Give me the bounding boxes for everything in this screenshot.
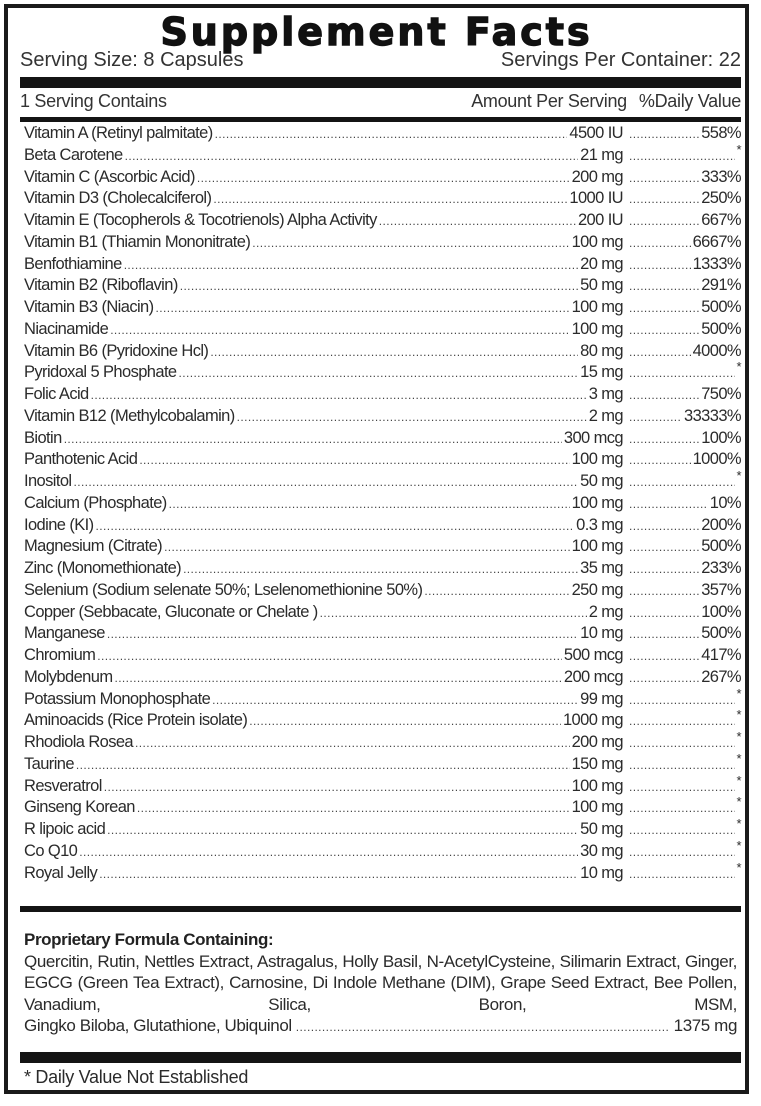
dot-leader: [215, 124, 568, 146]
nutrient-daily-value: *: [736, 141, 741, 157]
dot-leader: [629, 407, 682, 429]
nutrient-daily-value: *: [736, 729, 741, 744]
nutrient-name: Vitamin E (Tocopherols & Tocotrienols) Alpha Activity: [24, 211, 377, 229]
nutrient-name: Royal Jelly: [24, 863, 98, 882]
nutrient-daily-value: *: [736, 707, 741, 723]
nutrient-amount: 3 mg: [588, 385, 623, 403]
nutrient-name: Taurine: [24, 754, 74, 773]
nutrient-daily-value: *: [736, 859, 741, 875]
nutrient-name: Selenium (Sodium selenate 50%; Lselenomethionine 50%): [24, 580, 423, 599]
dot-leader: [379, 211, 576, 233]
nutrient-amount: 150 mg: [571, 754, 623, 773]
dot-leader: [320, 603, 587, 625]
proprietary-ingredients: Quercitin, Rutin, Nettles Extract, Astragalus, Holly Basil, N-AcetylCysteine, Silimarin Extract, Ginger, EGCG (Green Tea Extract), Carnosine, Di Indole Methane (DIM), Grape Seed Extract, Bee Pollen, Vanadium, Silica, Boron, MSM,: [24, 951, 737, 1014]
dot-leader: [249, 711, 561, 733]
nutrient-amount: 99 mg: [580, 689, 623, 708]
daily-value-cell: [623, 493, 741, 516]
dot-leader: [629, 494, 708, 516]
nutrient-name: Vitamin B2 (Riboflavin): [24, 276, 178, 295]
nutrient-amount: 200 mg: [571, 167, 623, 186]
nutrient-daily-value: 6667%: [692, 232, 741, 251]
nutrient-row: [24, 816, 741, 841]
dot-leader: [197, 168, 570, 190]
nutrient-daily-value: 100%: [701, 428, 741, 447]
nutrient-daily-value: 558%: [701, 124, 741, 142]
nutrient-name: Beta Carotene: [24, 145, 123, 164]
nutrient-name: Iodine (KI): [24, 515, 94, 534]
nutrient-amount: 1000 mg: [562, 711, 623, 730]
daily-value-cell: [623, 558, 741, 581]
nutrient-row: [24, 359, 741, 384]
dot-leader: [139, 450, 569, 472]
daily-value-cell: [623, 123, 741, 146]
nutrient-row: [24, 729, 741, 754]
dot-leader: [629, 668, 699, 690]
nutrient-amount: 100 mg: [571, 319, 623, 338]
nutrient-row: [24, 750, 741, 776]
daily-value-cell: [623, 536, 741, 559]
dot-leader: [629, 624, 699, 646]
dot-leader: [629, 864, 735, 886]
daily-value-cell: [623, 729, 741, 755]
daily-value-cell: [623, 515, 741, 538]
dot-leader: [629, 168, 699, 190]
nutrient-amount: 21 mg: [580, 145, 623, 164]
dot-leader: [629, 755, 735, 777]
daily-value-cell: [623, 816, 741, 842]
nutrient-row: [24, 123, 741, 145]
dot-leader: [629, 581, 699, 603]
nutrient-row: [24, 468, 741, 493]
nutrient-amount: 50 mg: [580, 276, 623, 295]
nutrient-name: Panthotenic Acid: [24, 450, 138, 469]
dot-leader: [237, 407, 587, 429]
nutrient-amount: 10 mg: [580, 624, 623, 643]
nutrient-daily-value: 500%: [701, 319, 741, 338]
nutrient-amount: 100 mg: [571, 776, 623, 795]
nutrient-amount: 100 mg: [571, 493, 623, 512]
daily-value-cell: [623, 750, 741, 777]
daily-value-cell: [623, 428, 741, 451]
proprietary-last-line: [24, 1015, 737, 1039]
nutrient-name: Niacinamide: [24, 319, 109, 338]
dot-leader: [212, 690, 578, 712]
daily-value-cell: [623, 341, 741, 364]
daily-value-cell: [623, 359, 741, 385]
dot-leader: [156, 298, 570, 320]
nutrient-row: [24, 384, 741, 406]
nutrient-daily-value: *: [736, 750, 741, 766]
dot-leader: [629, 711, 735, 733]
nutrient-amount: 200 mcg: [563, 667, 623, 686]
nutrient-name: Aminoacids (Rice Protein isolate): [24, 711, 248, 730]
nutrient-row: [24, 297, 741, 319]
nutrient-name: Vitamin B6 (Pyridoxine Hcl): [24, 341, 209, 360]
header-amount: Amount Per Serving: [471, 91, 627, 111]
nutrient-row: [24, 210, 741, 232]
nutrient-amount: 50 mg: [580, 820, 623, 838]
nutrient-row: [24, 558, 741, 580]
nutrient-daily-value: *: [736, 816, 741, 831]
dot-leader: [110, 320, 569, 342]
dot-leader: [124, 255, 578, 277]
nutrient-daily-value: *: [736, 685, 741, 701]
dot-leader: [107, 820, 578, 842]
nutrient-name: Rhodiola Rosea: [24, 733, 134, 751]
nutrient-daily-value: *: [736, 772, 741, 788]
proprietary-last-ingredients: Gingko Biloba, Glutathione, Ubiquinol: [24, 1016, 292, 1035]
nutrient-row: [24, 341, 741, 363]
nutrient-name: Benfothiamine: [24, 254, 122, 273]
daily-value-cell: [623, 384, 741, 407]
nutrient-daily-value: 233%: [701, 559, 741, 577]
nutrient-row: [24, 428, 741, 450]
proprietary-amount: 1375 mg: [673, 1016, 737, 1035]
nutrient-name: Biotin: [24, 428, 62, 447]
dot-leader: [91, 385, 587, 407]
nutrient-daily-value: 500%: [701, 537, 741, 556]
nutrient-amount: 20 mg: [580, 254, 623, 273]
nutrient-amount: 10 mg: [580, 863, 623, 882]
nutrient-daily-value: 1333%: [692, 254, 741, 273]
nutrient-amount: 100 mg: [571, 298, 623, 316]
daily-value-cell: [623, 645, 741, 668]
nutrient-row: [24, 707, 741, 732]
nutrient-daily-value: 667%: [701, 211, 741, 229]
serving-info: [20, 47, 741, 73]
dot-leader: [213, 189, 567, 211]
daily-value-cell: [623, 188, 741, 211]
nutrient-row: [24, 449, 741, 471]
nutrient-amount: 200 IU: [577, 211, 623, 229]
nutrient-row: [24, 167, 741, 189]
nutrient-name: Molybdenum: [24, 667, 113, 686]
nutrient-daily-value: *: [736, 794, 741, 810]
nutrient-amount: 35 mg: [580, 559, 623, 577]
daily-value-cell: [623, 859, 741, 886]
nutrient-row: [24, 275, 741, 297]
nutrient-name: Resveratrol: [24, 776, 102, 795]
nutrient-amount: 1000 IU: [569, 189, 623, 208]
nutrient-list: [24, 123, 741, 884]
nutrient-name: Manganese: [24, 624, 105, 643]
nutrient-name: Vitamin B1 (Thiamin Mononitrate): [24, 232, 251, 251]
nutrient-name: Copper (Sebbacate, Gluconate or Chelate ): [24, 602, 318, 621]
nutrient-daily-value: 1000%: [692, 450, 741, 469]
dot-leader: [64, 429, 562, 451]
daily-value-cell: [623, 167, 741, 190]
nutrient-name: Vitamin B3 (Niacin): [24, 298, 154, 316]
nutrient-daily-value: *: [736, 359, 741, 375]
nutrient-row: [24, 188, 741, 210]
dot-leader: [629, 472, 735, 494]
dot-leader: [183, 559, 578, 581]
footnote: * Daily Value Not Established: [24, 1067, 249, 1087]
nutrient-amount: 200 mg: [571, 733, 623, 751]
dot-leader: [96, 516, 575, 538]
dot-leader: [164, 537, 570, 559]
nutrient-name: Zinc (Monomethionate): [24, 559, 182, 577]
dot-leader: [629, 276, 699, 298]
nutrient-daily-value: *: [736, 837, 741, 853]
dot-leader: [296, 1017, 670, 1039]
daily-value-cell: [623, 319, 741, 342]
dot-leader: [629, 255, 691, 277]
nutrient-amount: 50 mg: [580, 472, 623, 490]
nutrient-daily-value: 200%: [701, 515, 741, 534]
nutrient-row: [24, 667, 741, 689]
nutrient-name: Ginseng Korean: [24, 798, 135, 817]
nutrient-amount: 250 mg: [571, 580, 623, 599]
nutrient-row: [24, 794, 741, 819]
nutrient-name: Folic Acid: [24, 385, 89, 403]
daily-value-cell: [623, 210, 741, 233]
serving-size: Serving Size: 8 Capsules: [20, 49, 244, 71]
nutrient-name: Chromium: [24, 646, 96, 664]
dot-leader: [629, 211, 699, 233]
nutrient-row: [24, 859, 741, 885]
nutrient-name: Calcium (Phosphate): [24, 493, 167, 512]
nutrient-row: [24, 254, 741, 276]
dot-leader: [424, 581, 569, 603]
nutrient-daily-value: 100%: [701, 602, 741, 621]
nutrient-daily-value: 33333%: [684, 406, 741, 425]
dot-leader: [629, 385, 699, 407]
dot-leader: [104, 777, 570, 799]
nutrient-amount: 300 mcg: [563, 428, 623, 447]
nutrient-amount: 100 mg: [571, 450, 623, 469]
nutrient-amount: 100 mg: [571, 537, 623, 556]
nutrient-name: R lipoic acid: [24, 820, 106, 838]
nutrient-name: Vitamin B12 (Methylcobalamin): [24, 406, 235, 425]
dot-leader: [79, 842, 578, 864]
dot-leader: [180, 276, 578, 298]
header-serving-contains: 1 Serving Contains: [20, 91, 167, 111]
dot-leader: [252, 233, 569, 255]
dot-leader: [76, 755, 570, 777]
dot-leader: [629, 559, 699, 581]
nutrient-amount: 80 mg: [580, 341, 623, 360]
nutrient-row: [24, 837, 741, 863]
dot-leader: [629, 429, 699, 451]
dot-leader: [629, 363, 735, 385]
daily-value-cell: [623, 837, 741, 864]
nutrient-daily-value: 500%: [701, 298, 741, 316]
nutrient-row: [24, 536, 741, 558]
proprietary-title: Proprietary Formula Containing:: [24, 930, 274, 949]
nutrient-daily-value: 417%: [701, 646, 741, 664]
nutrient-daily-value: 291%: [701, 276, 741, 295]
daily-value-cell: [623, 275, 741, 298]
nutrient-amount: 0.3 mg: [576, 515, 623, 534]
nutrient-row: [24, 645, 741, 667]
dot-leader: [107, 624, 578, 646]
daily-value-cell: [623, 297, 741, 320]
servings-per-container: Servings Per Container: 22: [500, 49, 741, 71]
nutrient-name: Vitamin C (Ascorbic Acid): [24, 167, 195, 186]
dot-leader: [629, 342, 691, 364]
dot-leader: [629, 646, 699, 668]
daily-value-cell: [623, 707, 741, 733]
nutrient-daily-value: 750%: [701, 385, 741, 403]
divider-proprietary: [20, 906, 741, 912]
nutrient-daily-value: 357%: [701, 580, 741, 599]
dot-leader: [137, 798, 570, 820]
nutrient-name: Inositol: [24, 472, 72, 490]
nutrient-row: [24, 319, 741, 341]
daily-value-cell: [623, 667, 741, 690]
nutrient-name: Co Q10: [24, 841, 78, 860]
dot-leader: [629, 320, 699, 342]
dot-leader: [629, 820, 735, 842]
daily-value-cell: [623, 232, 741, 255]
dot-leader: [629, 842, 735, 864]
nutrient-row: [24, 685, 741, 711]
nutrient-amount: 100 mg: [571, 798, 623, 817]
nutrient-row: [24, 515, 741, 537]
proprietary-formula: [24, 929, 737, 1039]
nutrient-amount: 15 mg: [580, 363, 623, 382]
nutrient-row: [24, 602, 741, 624]
dot-leader: [169, 494, 570, 516]
nutrient-name: Pyridoxal 5 Phosphate: [24, 363, 177, 382]
nutrient-daily-value: 500%: [701, 624, 741, 643]
nutrient-name: Potassium Monophosphate: [24, 689, 211, 708]
daily-value-cell: [623, 580, 741, 603]
nutrient-amount: 500 mcg: [563, 646, 623, 664]
dot-leader: [629, 124, 699, 146]
nutrient-row: [24, 772, 741, 798]
dot-leader: [629, 516, 699, 538]
nutrient-amount: 100 mg: [571, 232, 623, 251]
dot-leader: [210, 342, 578, 364]
daily-value-cell: [623, 449, 741, 472]
daily-value-cell: [623, 685, 741, 712]
header-daily-value: %Daily Value: [638, 91, 741, 111]
daily-value-cell: [623, 794, 741, 820]
nutrient-daily-value: 267%: [701, 667, 741, 686]
nutrient-amount: 30 mg: [580, 841, 623, 860]
dot-leader: [629, 233, 691, 255]
divider-header: [20, 117, 741, 122]
daily-value-cell: [623, 254, 741, 277]
nutrient-name: Magnesium (Citrate): [24, 537, 163, 556]
dot-leader: [114, 668, 561, 690]
nutrient-row: [24, 232, 741, 254]
dot-leader: [179, 363, 579, 385]
nutrient-row: [24, 493, 741, 515]
nutrient-name: Vitamin A (Retinyl palmitate): [24, 124, 213, 142]
dot-leader: [629, 690, 735, 712]
nutrient-daily-value: 4000%: [692, 341, 741, 360]
dot-leader: [629, 537, 699, 559]
dot-leader: [99, 864, 578, 886]
panel-title: Supplement Facts: [160, 10, 593, 54]
dot-leader: [629, 298, 699, 320]
dot-leader: [629, 733, 735, 755]
nutrient-daily-value: *: [736, 468, 741, 483]
nutrient-daily-value: 10%: [709, 493, 741, 512]
nutrient-row: [24, 141, 741, 167]
daily-value-cell: [623, 602, 741, 625]
dot-leader: [125, 146, 579, 168]
daily-value-cell: [623, 141, 741, 168]
daily-value-cell: [623, 772, 741, 799]
nutrient-daily-value: 250%: [701, 189, 741, 208]
dot-leader: [629, 146, 735, 168]
nutrient-row: [24, 580, 741, 602]
dot-leader: [135, 733, 570, 755]
nutrient-row: [24, 406, 741, 428]
nutrient-row: [24, 623, 741, 645]
nutrient-name: Vitamin D3 (Cholecalciferol): [24, 189, 212, 208]
divider-thick-bottom: [20, 1052, 741, 1063]
dot-leader: [629, 777, 735, 799]
dot-leader: [97, 646, 562, 668]
dot-leader: [629, 450, 691, 472]
nutrient-amount: 2 mg: [588, 602, 623, 621]
divider-thick-top: [20, 77, 741, 88]
nutrient-daily-value: 333%: [701, 167, 741, 186]
dot-leader: [73, 472, 578, 494]
dot-leader: [629, 189, 699, 211]
daily-value-cell: [623, 468, 741, 494]
daily-value-cell: [623, 406, 741, 429]
column-header: [20, 88, 741, 114]
dot-leader: [629, 603, 699, 625]
nutrient-amount: 2 mg: [588, 406, 623, 425]
nutrient-amount: 4500 IU: [569, 124, 623, 142]
dot-leader: [629, 798, 735, 820]
daily-value-cell: [623, 623, 741, 646]
